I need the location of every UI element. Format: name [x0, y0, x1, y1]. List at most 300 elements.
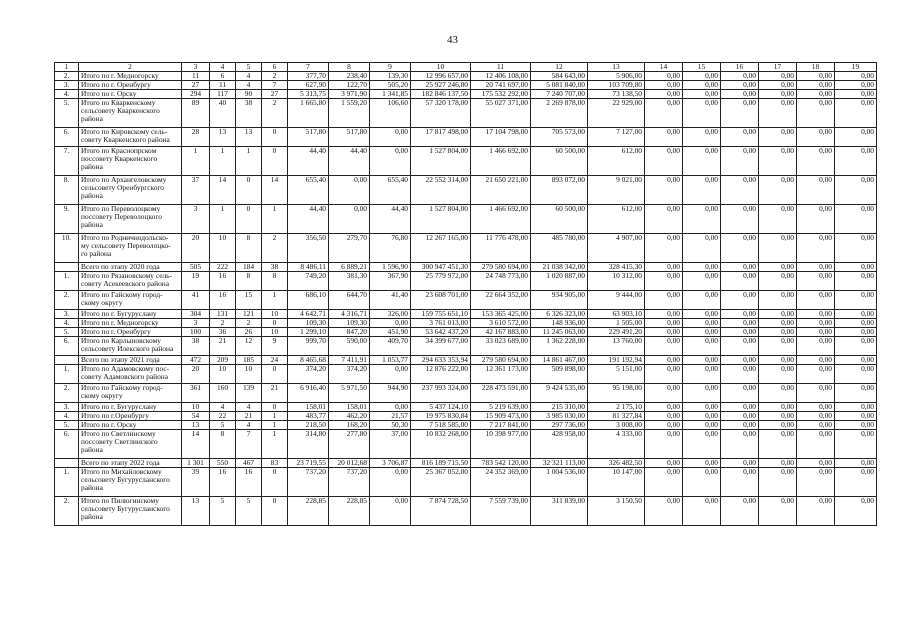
- value-cell: 21,57: [370, 412, 411, 421]
- value-cell: 83: [262, 459, 288, 468]
- value-cell: 0,00: [370, 319, 411, 328]
- value-cell: 2: [210, 319, 236, 328]
- value-cell: 0: [262, 147, 288, 176]
- table-row: [55, 99, 877, 128]
- value-cell: 8: [236, 272, 262, 291]
- table-row: [55, 263, 877, 272]
- value-cell: 44,40: [288, 147, 329, 176]
- value-cell: 0: [262, 468, 288, 497]
- value-cell: 0,00: [683, 384, 721, 403]
- value-cell: 0,00: [759, 412, 797, 421]
- row-name-cell: Итого по г. Медногорску: [79, 72, 182, 81]
- value-cell: 1 505,00: [588, 319, 645, 328]
- value-cell: 10 312,00: [588, 272, 645, 291]
- value-cell: 1 299,10: [288, 328, 329, 337]
- value-cell: 0,00: [683, 234, 721, 263]
- column-header: 6: [262, 63, 288, 72]
- table-row: [55, 403, 877, 412]
- value-cell: 11: [210, 81, 236, 90]
- row-index-cell: 4.: [55, 319, 79, 328]
- value-cell: 14 861 467,00: [531, 356, 588, 365]
- row-name-cell: Итого по Переволоцкому поссовету Переволоцкого района: [79, 205, 182, 234]
- value-cell: 314,80: [288, 430, 329, 459]
- value-cell: 294: [182, 90, 210, 99]
- value-cell: 0,00: [835, 310, 877, 319]
- table-row: [55, 319, 877, 328]
- row-name-cell: Итого по Адамовскому пос- совету Адамовского района: [79, 365, 182, 384]
- value-cell: 0,00: [835, 81, 877, 90]
- value-cell: 24 352 369,00: [471, 468, 531, 497]
- value-cell: 737,20: [288, 468, 329, 497]
- value-cell: 0,00: [797, 421, 835, 430]
- value-cell: 0,00: [835, 365, 877, 384]
- row-index-cell: 7.: [55, 147, 79, 176]
- value-cell: 0,00: [759, 291, 797, 310]
- value-cell: 12: [236, 337, 262, 356]
- row-index-cell: 10.: [55, 234, 79, 263]
- value-cell: 0,00: [683, 263, 721, 272]
- value-cell: 0,00: [797, 497, 835, 526]
- value-cell: 0: [262, 128, 288, 147]
- value-cell: 467: [236, 459, 262, 468]
- row-name-cell: Итого по Кваркенскому сельсовету Кваркенского района: [79, 99, 182, 128]
- value-cell: 1 362 228,00: [531, 337, 588, 356]
- row-name-cell: Итого по Рязановскому сель- совету Асекеевского района: [79, 272, 182, 291]
- value-cell: 20: [182, 234, 210, 263]
- value-cell: 0,00: [645, 459, 683, 468]
- value-cell: 44,40: [288, 205, 329, 234]
- value-cell: 41,40: [370, 291, 411, 310]
- value-cell: 6 916,40: [288, 384, 329, 403]
- value-cell: 10 147,00: [588, 468, 645, 497]
- value-cell: 4 316,71: [329, 310, 370, 319]
- value-cell: 934 905,00: [531, 291, 588, 310]
- value-cell: 11 245 063,00: [531, 328, 588, 337]
- value-cell: 0,00: [721, 337, 759, 356]
- value-cell: 15: [236, 291, 262, 310]
- value-cell: 0,00: [835, 403, 877, 412]
- value-cell: 381,30: [329, 272, 370, 291]
- value-cell: 44,40: [329, 147, 370, 176]
- value-cell: 9 444,00: [588, 291, 645, 310]
- value-cell: 311 839,00: [531, 497, 588, 526]
- value-cell: 229 491,20: [588, 328, 645, 337]
- value-cell: 50,30: [370, 421, 411, 430]
- value-cell: 1 004 536,00: [531, 468, 588, 497]
- value-cell: 451,90: [370, 328, 411, 337]
- row-name-cell: Итого по г. Бугуруслану: [79, 403, 182, 412]
- value-cell: 517,80: [288, 128, 329, 147]
- value-cell: 279,70: [329, 234, 370, 263]
- value-cell: 39: [182, 468, 210, 497]
- value-cell: 23 608 701,00: [411, 291, 471, 310]
- value-cell: 0: [236, 176, 262, 205]
- value-cell: 24: [262, 356, 288, 365]
- value-cell: 0,00: [721, 430, 759, 459]
- value-cell: 32 321 113,00: [531, 459, 588, 468]
- value-cell: 25 367 052,00: [411, 468, 471, 497]
- value-cell: 4 642,71: [288, 310, 329, 319]
- row-name-cell: Итого по г. Медногорску: [79, 319, 182, 328]
- value-cell: 0,00: [759, 263, 797, 272]
- value-cell: 409,70: [370, 337, 411, 356]
- value-cell: 0,00: [835, 147, 877, 176]
- value-cell: 0,00: [797, 234, 835, 263]
- value-cell: 0,00: [759, 337, 797, 356]
- value-cell: 0,00: [645, 421, 683, 430]
- value-cell: 0,00: [683, 356, 721, 365]
- row-name-cell: Итого по Краснопрском поссовету Кваркенского района: [79, 147, 182, 176]
- value-cell: 0,00: [797, 384, 835, 403]
- value-cell: 0,00: [797, 205, 835, 234]
- value-cell: 0,00: [797, 430, 835, 459]
- value-cell: 81 327,84: [588, 412, 645, 421]
- value-cell: 27: [182, 81, 210, 90]
- value-cell: 0,00: [759, 468, 797, 497]
- value-cell: 0,00: [645, 176, 683, 205]
- value-cell: 0,00: [759, 310, 797, 319]
- value-cell: 0,00: [721, 412, 759, 421]
- value-cell: 38: [262, 263, 288, 272]
- value-cell: 0,00: [370, 365, 411, 384]
- value-cell: 0,00: [645, 263, 683, 272]
- value-cell: 20 012,68: [329, 459, 370, 468]
- value-cell: 0,00: [329, 205, 370, 234]
- value-cell: 328 415,30: [588, 263, 645, 272]
- value-cell: 20 741 697,00: [471, 81, 531, 90]
- value-cell: 0,00: [683, 459, 721, 468]
- value-cell: 8: [210, 430, 236, 459]
- value-cell: 0,00: [683, 176, 721, 205]
- value-cell: 0,00: [797, 272, 835, 291]
- table-row: [55, 205, 877, 234]
- value-cell: 218,50: [288, 421, 329, 430]
- value-cell: 103 709,80: [588, 81, 645, 90]
- row-index-cell: [55, 459, 79, 468]
- value-cell: 34 399 677,00: [411, 337, 471, 356]
- value-cell: 0,00: [645, 365, 683, 384]
- value-cell: 54: [182, 412, 210, 421]
- value-cell: 131: [210, 310, 236, 319]
- row-name-cell: Итого по г. Оренбургу: [79, 81, 182, 90]
- table-row: [55, 310, 877, 319]
- table-row: [55, 147, 877, 176]
- value-cell: 5: [210, 421, 236, 430]
- value-cell: 0,00: [835, 319, 877, 328]
- value-cell: 175 532 292,00: [471, 90, 531, 99]
- value-cell: 3 761 013,00: [411, 319, 471, 328]
- value-cell: 12 267 165,00: [411, 234, 471, 263]
- value-cell: 0,00: [759, 234, 797, 263]
- row-index-cell: 3.: [55, 403, 79, 412]
- table-row: [55, 291, 877, 310]
- value-cell: 159 755 651,10: [411, 310, 471, 319]
- row-index-cell: 1.: [55, 365, 79, 384]
- value-cell: 191 192,94: [588, 356, 645, 365]
- value-cell: 185: [236, 356, 262, 365]
- value-cell: 12 876 222,00: [411, 365, 471, 384]
- row-name-cell: Итого по г. Орску: [79, 90, 182, 99]
- value-cell: 23 719,55: [288, 459, 329, 468]
- value-cell: 21 038 342,00: [531, 263, 588, 272]
- value-cell: 0,00: [721, 147, 759, 176]
- value-cell: 1 466 692,00: [471, 147, 531, 176]
- value-cell: 5 313,75: [288, 90, 329, 99]
- value-cell: 0,00: [721, 310, 759, 319]
- value-cell: 0,00: [797, 128, 835, 147]
- value-cell: 0,00: [797, 337, 835, 356]
- row-index-cell: 2.: [55, 72, 79, 81]
- value-cell: 16: [210, 291, 236, 310]
- value-cell: 13: [236, 128, 262, 147]
- value-cell: 0,00: [645, 412, 683, 421]
- value-cell: 0,00: [835, 291, 877, 310]
- row-name-cell: Итого по г. Бугуруслану: [79, 310, 182, 319]
- value-cell: 0,00: [683, 319, 721, 328]
- value-cell: 0,00: [645, 310, 683, 319]
- value-cell: 19: [182, 272, 210, 291]
- value-cell: 12 361 173,00: [471, 365, 531, 384]
- value-cell: 0,00: [721, 81, 759, 90]
- table-row: [55, 365, 877, 384]
- value-cell: 22 929,00: [588, 99, 645, 128]
- value-cell: 1 301: [182, 459, 210, 468]
- value-cell: 3 610 572,00: [471, 319, 531, 328]
- value-cell: 0,00: [683, 497, 721, 526]
- column-header: 11: [471, 63, 531, 72]
- value-cell: 0,00: [797, 147, 835, 176]
- value-cell: 0,00: [835, 459, 877, 468]
- row-name-cell: Итого по Родничнодольско- му сельсовету Переволоцко- го района: [79, 234, 182, 263]
- value-cell: 21 650 221,00: [471, 176, 531, 205]
- row-index-cell: 6.: [55, 337, 79, 356]
- table-row: [55, 412, 877, 421]
- value-cell: 0,00: [645, 337, 683, 356]
- row-index-cell: 5.: [55, 328, 79, 337]
- value-cell: 0,00: [797, 319, 835, 328]
- value-cell: 237 993 324,00: [411, 384, 471, 403]
- value-cell: 228 473 591,00: [471, 384, 531, 403]
- value-cell: 1: [262, 430, 288, 459]
- value-cell: 0: [262, 319, 288, 328]
- value-cell: 0,00: [683, 337, 721, 356]
- value-cell: 53 642 437,20: [411, 328, 471, 337]
- value-cell: 0,00: [683, 72, 721, 81]
- value-cell: 1: [262, 291, 288, 310]
- value-cell: 184: [236, 263, 262, 272]
- value-cell: 377,70: [288, 72, 329, 81]
- value-cell: 10: [262, 310, 288, 319]
- value-cell: 472: [182, 356, 210, 365]
- value-cell: 0,00: [835, 99, 877, 128]
- value-cell: 10: [210, 365, 236, 384]
- value-cell: 5 906,00: [588, 72, 645, 81]
- value-cell: 0,00: [683, 468, 721, 497]
- table-row: [55, 430, 877, 459]
- value-cell: 0,00: [797, 263, 835, 272]
- value-cell: 0,00: [683, 128, 721, 147]
- value-cell: 0,00: [759, 147, 797, 176]
- table-row: [55, 384, 877, 403]
- value-cell: 9 021,00: [588, 176, 645, 205]
- value-cell: 0,00: [645, 497, 683, 526]
- value-cell: 117: [210, 90, 236, 99]
- value-cell: 686,10: [288, 291, 329, 310]
- row-index-cell: [55, 356, 79, 365]
- value-cell: 0,00: [797, 403, 835, 412]
- value-cell: 0,00: [721, 403, 759, 412]
- value-cell: 0,00: [759, 176, 797, 205]
- value-cell: 2: [262, 72, 288, 81]
- value-cell: 168,20: [329, 421, 370, 430]
- value-cell: 737,20: [329, 468, 370, 497]
- value-cell: 16: [236, 468, 262, 497]
- row-name-cell: Всего по этапу 2020 года: [79, 263, 182, 272]
- value-cell: 0,00: [721, 356, 759, 365]
- column-header: 18: [797, 63, 835, 72]
- value-cell: 33 023 689,00: [471, 337, 531, 356]
- value-cell: 7: [236, 430, 262, 459]
- value-cell: 12 996 657,00: [411, 72, 471, 81]
- value-cell: 40: [210, 99, 236, 128]
- value-cell: 8: [236, 234, 262, 263]
- row-index-cell: 2.: [55, 384, 79, 403]
- table-row: [55, 328, 877, 337]
- value-cell: 7 411,91: [329, 356, 370, 365]
- value-cell: 17 104 798,00: [471, 128, 531, 147]
- value-cell: 0,00: [645, 356, 683, 365]
- column-header: 5: [236, 63, 262, 72]
- value-cell: 0,00: [683, 90, 721, 99]
- value-cell: 3: [182, 319, 210, 328]
- value-cell: 0,00: [797, 468, 835, 497]
- table-row: [55, 272, 877, 291]
- row-name-cell: Всего по этапу 2022 года: [79, 459, 182, 468]
- value-cell: 10: [182, 403, 210, 412]
- value-cell: 5 219 639,00: [471, 403, 531, 412]
- value-cell: 0,00: [797, 99, 835, 128]
- value-cell: 847,20: [329, 328, 370, 337]
- row-index-cell: [55, 263, 79, 272]
- value-cell: 238,40: [329, 72, 370, 81]
- row-name-cell: Всего по этапу 2021 года: [79, 356, 182, 365]
- value-cell: 0,00: [721, 205, 759, 234]
- value-cell: 2 269 878,00: [531, 99, 588, 128]
- value-cell: 10: [210, 234, 236, 263]
- value-cell: 0,00: [683, 291, 721, 310]
- value-cell: 749,20: [288, 272, 329, 291]
- value-cell: 0,00: [645, 205, 683, 234]
- value-cell: 10 398 977,00: [471, 430, 531, 459]
- value-cell: 5 437 124,10: [411, 403, 471, 412]
- value-cell: 517,80: [329, 128, 370, 147]
- value-cell: 5 081 840,00: [531, 81, 588, 90]
- value-cell: 222: [210, 263, 236, 272]
- value-cell: 0,00: [683, 430, 721, 459]
- table-row: [55, 81, 877, 90]
- value-cell: 0,00: [645, 72, 683, 81]
- value-cell: 0,00: [759, 384, 797, 403]
- value-cell: 37: [182, 176, 210, 205]
- value-cell: 41: [182, 291, 210, 310]
- row-name-cell: Итого по Гайскому город- скому округу: [79, 291, 182, 310]
- row-name-cell: Итого по г. Орску: [79, 421, 182, 430]
- value-cell: 644,70: [329, 291, 370, 310]
- value-cell: 0,00: [797, 459, 835, 468]
- value-cell: 0,00: [797, 176, 835, 205]
- page-number: 43: [447, 34, 458, 46]
- value-cell: 10: [236, 365, 262, 384]
- value-cell: 4 333,00: [588, 430, 645, 459]
- value-cell: 0: [236, 205, 262, 234]
- value-cell: 9 424 535,00: [531, 384, 588, 403]
- value-cell: 13: [182, 497, 210, 526]
- row-index-cell: 6.: [55, 128, 79, 147]
- value-cell: 0,00: [759, 365, 797, 384]
- value-cell: 374,20: [329, 365, 370, 384]
- value-cell: 0,00: [721, 468, 759, 497]
- column-header: 3: [182, 63, 210, 72]
- value-cell: 0,00: [835, 421, 877, 430]
- value-cell: 0,00: [721, 384, 759, 403]
- value-cell: 0,00: [721, 90, 759, 99]
- value-cell: 5: [236, 497, 262, 526]
- value-cell: 0,00: [645, 328, 683, 337]
- value-cell: 1 559,20: [329, 99, 370, 128]
- value-cell: 944,90: [370, 384, 411, 403]
- value-cell: 462,20: [329, 412, 370, 421]
- value-cell: 100: [182, 328, 210, 337]
- value-cell: 0,00: [835, 412, 877, 421]
- value-cell: 13 760,00: [588, 337, 645, 356]
- column-header: 4: [210, 63, 236, 72]
- value-cell: 76,80: [370, 234, 411, 263]
- value-cell: 55 027 371,00: [471, 99, 531, 128]
- value-cell: 17 817 498,00: [411, 128, 471, 147]
- value-cell: 1: [262, 421, 288, 430]
- value-cell: 3 985 030,00: [531, 412, 588, 421]
- value-cell: 1: [236, 147, 262, 176]
- value-cell: 374,20: [288, 365, 329, 384]
- value-cell: 0,00: [797, 328, 835, 337]
- value-cell: 122,70: [329, 81, 370, 90]
- table-row: [55, 72, 877, 81]
- value-cell: 1 053,77: [370, 356, 411, 365]
- value-cell: 705 573,00: [531, 128, 588, 147]
- value-cell: 13: [210, 128, 236, 147]
- value-cell: 1: [262, 412, 288, 421]
- value-cell: 1 596,90: [370, 263, 411, 272]
- row-name-cell: Итого по Михайловскому сельсовету Бугурусланского района: [79, 468, 182, 497]
- row-index-cell: 4.: [55, 412, 79, 421]
- value-cell: 36: [210, 328, 236, 337]
- value-cell: 0,00: [721, 72, 759, 81]
- value-cell: 6 889,21: [329, 263, 370, 272]
- value-cell: 485 780,00: [531, 234, 588, 263]
- value-cell: 0,00: [759, 205, 797, 234]
- value-cell: 73 138,50: [588, 90, 645, 99]
- row-name-cell: Итого по Карлыновскому сельсовету Илекского района: [79, 337, 182, 356]
- value-cell: 0,00: [721, 497, 759, 526]
- value-cell: 0,00: [835, 263, 877, 272]
- table-row: [55, 176, 877, 205]
- data-table: [54, 62, 877, 526]
- value-cell: 14: [210, 176, 236, 205]
- value-cell: 7 217 841,00: [471, 421, 531, 430]
- value-cell: 0,00: [721, 365, 759, 384]
- value-cell: 1 665,80: [288, 99, 329, 128]
- value-cell: 60 500,00: [531, 205, 588, 234]
